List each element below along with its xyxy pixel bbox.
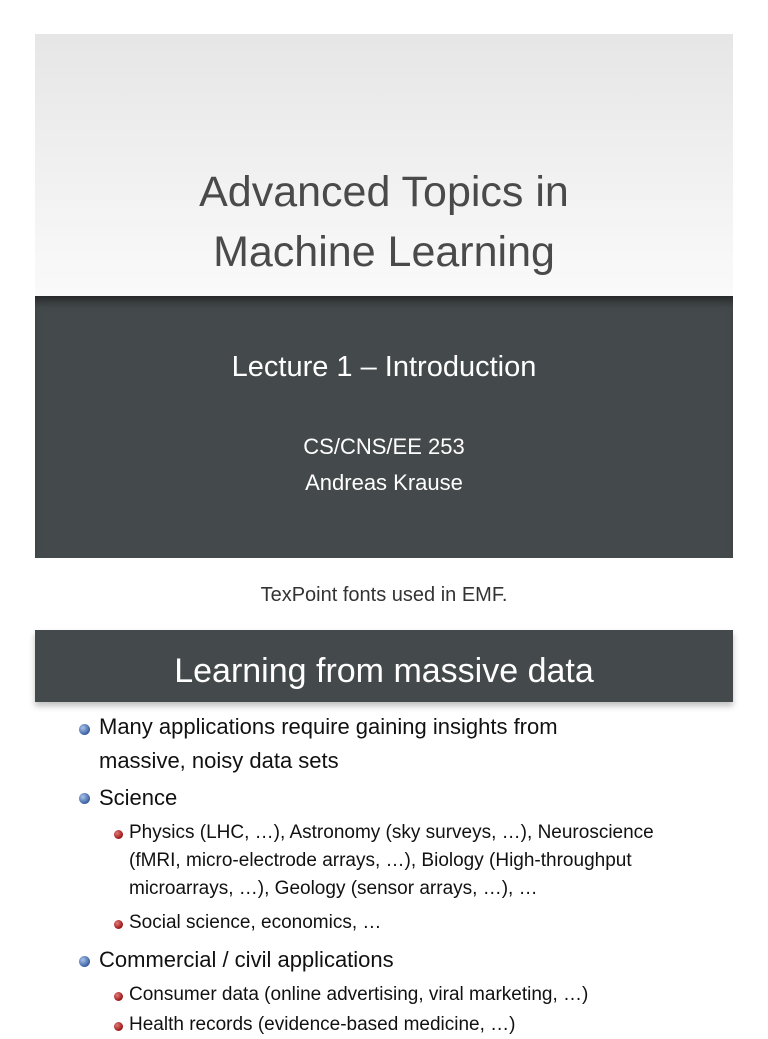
bullet-item: [99, 781, 177, 815]
course-code: CS/CNS/EE 253: [303, 434, 465, 459]
content-slide-header: [35, 630, 733, 702]
sub-bullet-item: [129, 909, 381, 937]
texpoint-note: TexPoint fonts used in EMF.: [260, 584, 508, 606]
bullet-line: Health records (evidence-based medicine, …): [129, 1014, 516, 1035]
cropped-note: [35, 558, 733, 606]
slide-title: [35, 162, 733, 282]
bullet-line: Consumer data (online advertising, viral marketing, …): [129, 984, 589, 1005]
sub-bullet-item: [129, 981, 588, 1009]
content-slide-title: Learning from massive data: [174, 652, 594, 690]
bullet-line: (fMRI, micro-electrode arrays, …), Biology (High-throughput: [129, 850, 632, 871]
bullet-line: Physics (LHC, …), Astronomy (sky surveys, …), Neuroscience: [129, 822, 654, 843]
sub-bullet-item: [129, 1011, 516, 1039]
bullet-line: microarrays, …), Geology (sensor arrays, …), …: [129, 878, 538, 899]
red-bullet-icon: [114, 1022, 123, 1031]
blue-bullet-icon: [79, 724, 90, 735]
red-bullet-icon: [114, 992, 123, 1001]
lecture-subtitle: Lecture 1 – Introduction: [231, 351, 537, 383]
title-slide: [35, 34, 733, 558]
bullet-line: massive, noisy data sets: [99, 748, 339, 773]
blue-bullet-icon: [79, 793, 90, 804]
bullet-line: Social science, economics, …: [129, 912, 382, 933]
slide-title-line-1: Advanced Topics in: [199, 168, 569, 216]
bullet-line: Many applications require gaining insights from: [99, 714, 558, 739]
author-name: Andreas Krause: [305, 470, 463, 495]
bullet-item: [99, 710, 558, 778]
red-bullet-icon: [114, 830, 123, 839]
blue-bullet-icon: [79, 956, 90, 967]
sub-bullet-item: [129, 819, 654, 903]
bullet-line: Science: [99, 785, 178, 810]
title-slide-dark-band: [35, 296, 733, 558]
bullet-line: Commercial / civil applications: [99, 947, 394, 972]
content-slide: [35, 630, 733, 1035]
slide-title-line-2: Machine Learning: [213, 228, 555, 276]
red-bullet-icon: [114, 920, 123, 929]
bullet-item: [99, 943, 394, 977]
